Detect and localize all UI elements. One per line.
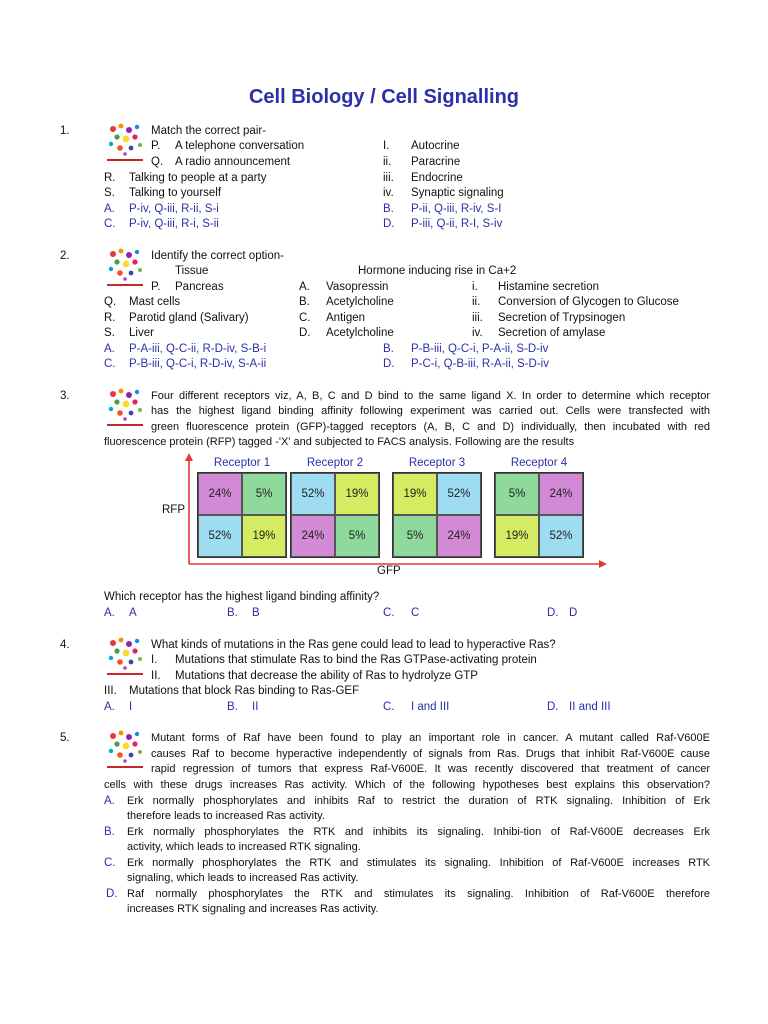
q1-right-text: Paracrine <box>411 156 461 168</box>
quadrant-cell: 52% <box>437 473 481 515</box>
q1-option-label: C. <box>104 218 116 230</box>
receptor-quadrant-grid <box>290 472 380 558</box>
q5-option-label: D. <box>106 888 118 900</box>
q2-row-label: iii. <box>472 312 483 324</box>
quadrant-cell: 24% <box>437 515 481 557</box>
q2-row-hormone: Acetylcholine <box>326 296 394 308</box>
academy-logo-art <box>104 635 146 679</box>
q3-text-line: fluorescence protein (RFP) tagged -'X' and subjected to FACS analysis. Following are the results <box>104 436 575 448</box>
quadrant-cell: 19% <box>335 473 379 515</box>
q1-right-label: iv. <box>383 187 394 199</box>
q2-row-tissue: Mast cells <box>129 296 181 308</box>
q1-option-label: D. <box>383 218 395 230</box>
q4-item-text: Mutations that stimulate Ras to bind the Ras GTPase-activating protein <box>175 654 537 666</box>
q2-col-head-hormone: Hormone inducing rise in Ca+2 <box>358 265 517 277</box>
q1-left-label: S. <box>104 187 115 199</box>
q1-option-c: P-iv, Q-iii, R-i, S-ii <box>129 218 219 230</box>
q1-number: 1. <box>60 125 70 137</box>
academy-logo-art <box>104 121 146 165</box>
q2-row-label: A. <box>299 281 310 293</box>
academy-logo-art <box>104 728 146 772</box>
quadrant-cell: 5% <box>495 473 539 515</box>
receptor-label: Receptor 4 <box>510 457 568 469</box>
q4-option-label: C. <box>383 701 395 713</box>
q4-item-text: Mutations that block Ras binding to Ras-GEF <box>129 685 360 697</box>
quadrant-cell: 19% <box>393 473 437 515</box>
q2-row-label: Q. <box>104 296 117 308</box>
q3-option-a: A <box>129 607 137 619</box>
q1-right-text: Synaptic signaling <box>411 187 504 199</box>
x-axis-label: GFP <box>377 565 401 577</box>
q2-row-effect: Secretion of Trypsinogen <box>498 312 626 324</box>
q1-right-label: I. <box>383 140 390 152</box>
q2-row-label: R. <box>104 312 116 324</box>
q1-right-label: ii. <box>383 156 392 168</box>
q5-option-a: Erk normally phosphorylates and inhibits Raf to restrict the duration of RTK signaling. Inhibition of Erk <box>127 795 710 807</box>
q1-prompt: Match the correct pair- <box>151 125 267 137</box>
q5-option-d: Raf normally phosphorylates the RTK and stimulates its signaling. Inhibition of Raf-V600E therefore <box>127 888 710 900</box>
academy-logo-art <box>104 246 146 290</box>
q4-option-a: I <box>129 701 133 713</box>
q5-option-label: A. <box>104 795 115 807</box>
q4-prompt: What kinds of mutations in the Ras gene could lead to lead to hyperactive Ras? <box>151 639 556 651</box>
q2-option-label: B. <box>383 343 394 355</box>
q5-text-line: rapid regression of tumors that express Raf-V600E. It was recently discovered that treatment of cancer <box>151 763 710 775</box>
q5-option-label: C. <box>104 857 116 869</box>
q4-option-b: II <box>252 701 259 713</box>
page-title: Cell Biology / Cell Signalling <box>248 86 520 108</box>
q2-option-d: P-C-i, Q-B-iii, R-A-ii, S-D-iv <box>411 358 549 370</box>
facs-chart <box>176 452 610 582</box>
q3-option-c: C <box>411 607 420 619</box>
q3-option-label: D. <box>547 607 559 619</box>
q2-col-head-tissue: Tissue <box>175 265 209 277</box>
q1-option-label: B. <box>383 203 394 215</box>
q1-option-b: P-ii, Q-iii, R-iv, S-I <box>411 203 502 215</box>
q2-option-label: A. <box>104 343 115 355</box>
q4-option-label: A. <box>104 701 115 713</box>
q2-row-tissue: Liver <box>129 327 154 339</box>
q1-option-d: P-iii, Q-ii, R-I, S-iv <box>411 218 503 230</box>
q1-right-text: Endocrine <box>411 172 463 184</box>
q1-option-a: P-iv, Q-iii, R-ii, S-i <box>129 203 219 215</box>
quadrant-cell: 52% <box>198 515 242 557</box>
q5-option-b: Erk normally phosphorylates the RTK and inhibits its signaling. Inhibi-tion of Raf-V600E decreases Erk <box>127 826 710 838</box>
q5-option-c: Erk normally phosphorylates the RTK and stimulates its signaling. Inhibition of Raf-V600E increases RTK <box>127 857 710 869</box>
academy-logo-art <box>104 386 146 430</box>
academy-logo <box>104 728 146 772</box>
q5-text-line: Mutant forms of Raf have been found to play an important role in cancer. A mutant called Raf-V600E <box>151 732 710 744</box>
q5-option-c-cont: signaling, which leads to increased Ras activity. <box>127 872 359 884</box>
q2-row-hormone: Antigen <box>326 312 366 324</box>
q4-number: 4. <box>60 639 70 651</box>
q2-row-label: C. <box>299 312 311 324</box>
q2-row-label: iv. <box>472 327 483 339</box>
quadrant-cell: 19% <box>242 515 286 557</box>
q5-option-b-cont: activity, which leads to increased RTK signaling. <box>127 841 361 853</box>
q5-text-line: causes Raf to become hyperactive independently of signals from Ras. Drugs that inhibit Raf-V600E cause <box>151 748 710 760</box>
receptor-label: Receptor 1 <box>213 457 271 469</box>
q3-text-line: has the highest ligand binding affinity following experiment was carried out. Cells were transfected with <box>151 405 710 417</box>
q2-row-label: i. <box>472 281 478 293</box>
q3-option-label: C. <box>383 607 395 619</box>
q4-option-c: I and III <box>411 701 450 713</box>
q5-option-d-cont: increases RTK signaling and increases Ras activity. <box>127 903 379 915</box>
q4-item-label: III. <box>104 685 117 697</box>
q1-option-label: A. <box>104 203 115 215</box>
q5-text-line: cells with these drugs increases Ras activity. Which of the following hypotheses best explains this observation? <box>104 779 710 791</box>
q4-option-label: D. <box>547 701 559 713</box>
q2-row-tissue: Parotid gland (Salivary) <box>129 312 249 324</box>
q3-question: Which receptor has the highest ligand binding affinity? <box>104 591 380 603</box>
q1-right-label: iii. <box>383 172 394 184</box>
academy-logo <box>104 246 146 290</box>
q3-option-d: D <box>569 607 578 619</box>
receptor-quadrant-grid <box>494 472 584 558</box>
q2-option-a: P-A-iii, Q-C-ii, R-D-iv, S-B-i <box>129 343 267 355</box>
quadrant-cell: 52% <box>539 515 583 557</box>
quadrant-cell: 52% <box>291 473 335 515</box>
q2-row-label: B. <box>299 296 310 308</box>
q2-option-label: D. <box>383 358 395 370</box>
q4-item-label: II. <box>151 670 161 682</box>
q3-option-label: A. <box>104 607 115 619</box>
q1-left-label: Q. <box>151 156 164 168</box>
quadrant-cell: 5% <box>335 515 379 557</box>
quadrant-cell: 5% <box>393 515 437 557</box>
q4-item-text: Mutations that decrease the ability of Ras to hydrolyze GTP <box>175 670 478 682</box>
q2-option-c: P-B-iii, Q-C-i, R-D-iv, S-A-ii <box>129 358 267 370</box>
q2-row-effect: Conversion of Glycogen to Glucose <box>498 296 679 308</box>
q1-right-text: Autocrine <box>411 140 460 152</box>
receptor-label: Receptor 3 <box>408 457 466 469</box>
q2-row-label: D. <box>299 327 311 339</box>
q1-left-text: Talking to people at a party <box>129 172 267 184</box>
q2-option-label: C. <box>104 358 116 370</box>
q2-row-hormone: Acetylcholine <box>326 327 394 339</box>
q5-number: 5. <box>60 732 70 744</box>
q2-row-label: ii. <box>472 296 481 308</box>
x-axis-arrow <box>599 560 607 568</box>
q4-item-label: I. <box>151 654 158 666</box>
q3-option-label: B. <box>227 607 238 619</box>
q2-row-label: S. <box>104 327 115 339</box>
q1-left-text: Talking to yourself <box>129 187 222 199</box>
q2-row-label: P. <box>151 281 161 293</box>
q1-left-text: A radio announcement <box>175 156 291 168</box>
q1-left-text: A telephone conversation <box>175 140 305 152</box>
q2-prompt: Identify the correct option- <box>151 250 284 262</box>
q1-left-label: R. <box>104 172 116 184</box>
quadrant-cell: 19% <box>495 515 539 557</box>
q2-number: 2. <box>60 250 70 262</box>
q2-row-effect: Secretion of amylase <box>498 327 606 339</box>
academy-logo <box>104 635 146 679</box>
q2-row-tissue: Pancreas <box>175 281 224 293</box>
quadrant-cell: 5% <box>242 473 286 515</box>
q3-text-line: Four different receptors viz, A, B, C and D bind to the same ligand X. In order to determine which receptor <box>151 390 710 402</box>
q4-option-label: B. <box>227 701 238 713</box>
quadrant-cell: 24% <box>198 473 242 515</box>
q3-number: 3. <box>60 390 70 402</box>
quadrant-cell: 24% <box>539 473 583 515</box>
q2-option-b: P-B-iii, Q-C-i, P-A-ii, S-D-iv <box>411 343 549 355</box>
q1-left-label: P. <box>151 140 161 152</box>
q2-row-effect: Histamine secretion <box>498 281 599 293</box>
receptor-quadrant-grid <box>392 472 482 558</box>
academy-logo <box>104 386 146 430</box>
q5-option-label: B. <box>104 826 115 838</box>
receptor-quadrant-grid <box>197 472 287 558</box>
receptor-label: Receptor 2 <box>306 457 364 469</box>
q3-text-line: green fluorescence protein (GFP)-tagged receptors (A, B, C and D) individually, then incubated with red <box>151 421 710 433</box>
q3-option-b: B <box>252 607 260 619</box>
y-axis-label: RFP <box>162 504 185 516</box>
quadrant-cell: 24% <box>291 515 335 557</box>
q5-option-a-cont: therefore leads to increased Ras activity. <box>127 810 325 822</box>
q2-row-hormone: Vasopressin <box>326 281 389 293</box>
academy-logo <box>104 121 146 165</box>
q4-option-d: II and III <box>569 701 611 713</box>
